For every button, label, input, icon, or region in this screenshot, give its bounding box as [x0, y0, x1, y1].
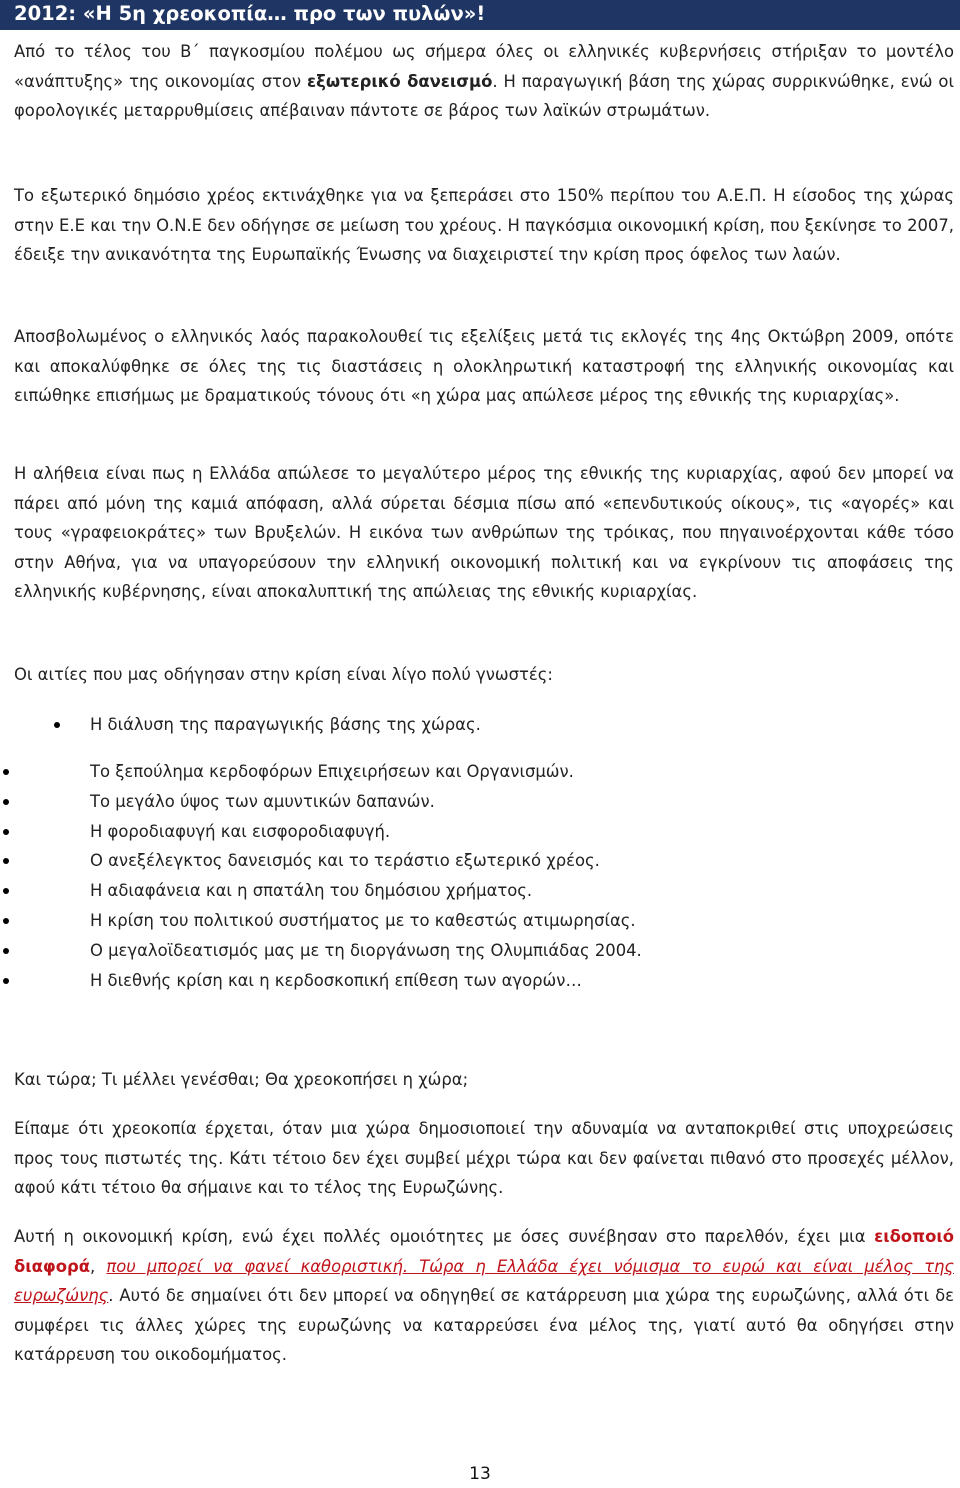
bullet-icon: [3, 888, 9, 894]
list-item: [0, 757, 960, 787]
list-item: [0, 787, 960, 817]
paragraph-1: [14, 37, 954, 126]
list-item: [0, 710, 960, 740]
list-item-text: Ο μεγαλοϊδεατισμός μας με τη διοργάνωση της Ολυμπιάδας 2004.: [90, 940, 642, 960]
list-item-text: Το μεγάλο ύψος των αμυντικών δαπανών.: [90, 791, 435, 811]
bullet-icon: [3, 769, 9, 775]
heading-bar: [0, 0, 960, 30]
list-item: [0, 906, 960, 936]
p1-bold: εξωτερικό δανεισμό: [307, 71, 493, 91]
list-item-text: Η κρίση του πολιτικού συστήματος με το καθεστώς ατιμωρησίας.: [90, 910, 636, 930]
p1-text-a: Από το τέλος του Β΄ παγκοσμίου πολέμου ως σήμερα όλες οι ελληνικές κυβερνήσεις στήριξαν το μοντέλο «ανάπτυξης» της οικονομίας στον: [14, 42, 954, 91]
bullet-icon: [54, 722, 60, 728]
paragraph-8: [14, 1222, 954, 1370]
bullet-icon: [3, 829, 9, 835]
p8-text-b: . Αυτό δε σημαίνει ότι δεν μπορεί να οδηγηθεί σε κατάρρευση μια χώρα της ευρωζώνης, αλλά ότι δε συμφέρει τις άλλες χώρες της ευρωζώνης να καταρρεύσει ένα μέλος της, γιατί αυτό θα οδηγήσει στην κατάρρευση του οικοδομήματος.: [14, 1286, 954, 1365]
bullet-icon: [3, 978, 9, 984]
p8-text-a: Αυτή η οικονομική κρίση, ενώ έχει πολλές ομοιότητες με όσες συνέβησαν στο παρελθόν, έχει μια: [14, 1227, 875, 1246]
bullet-icon: [3, 918, 9, 924]
list-item: [0, 817, 960, 847]
first-list: [0, 710, 960, 740]
list-item: [0, 846, 960, 876]
p8-underlined-link[interactable]: που μπορεί να φανεί καθοριστική. Τώρα η Ελλάδα έχει νόμισμα το ευρώ και είναι μέλος της ευρωζώνης: [14, 1256, 954, 1306]
list-item-text: Η αδιαφάνεια και η σπατάλη του δημόσιου χρήματος.: [90, 881, 533, 901]
list-item: [0, 966, 960, 996]
p1-text-b: . Η παραγωγική βάση της χώρας συρρικνώθηκε, ενώ οι φορολογικές μεταρρυθμίσεις απέβαιναν πάντοτε σε βάρος των λαϊκών στρωμάτων.: [14, 71, 954, 121]
p8-comma: ,: [89, 1256, 107, 1276]
paragraph-2: Το εξωτερικό δημόσιο χρέος εκτινάχθηκε για να ξεπεράσει στο 150% περίπου του Α.Ε.Π. Η είσοδος της χώρας στην Ε.Ε και την Ο.Ν.Ε δεν οδήγησε σε μείωση του χρέους. Η παγκόσμια οικονομική κρίση, που ξεκίνησε το 2007, έδειξε την ανικανότητα της Ευρωπαϊκής Ένωσης να διαχειριστεί την κρίση προς όφελος των λαών.: [14, 186, 954, 265]
list-item: [0, 876, 960, 906]
heading-title: 2012: «Η 5η χρεοκοπία… προ των πυλών»!: [14, 2, 486, 25]
bullet-icon: [3, 948, 9, 954]
list-item-text: Η διάλυση της παραγωγικής βάσης της χώρας.: [90, 715, 481, 734]
bullet-icon: [3, 858, 9, 864]
paragraph-7: Είπαμε ότι χρεοκοπία έρχεται, όταν μια χώρα δημοσιοποιεί την αδυναμία να ανταποκριθεί στις υποχρεώσεις προς τους πιστωτές της. Κάτι τέτοιο δεν έχει συμβεί μέχρι τώρα και δεν φαίνεται πιθανό στο προσεχές μέλλον, αφού κάτι τέτοιο θα σήμαινε και το τέλος της Ευρωζώνης.: [14, 1119, 954, 1198]
paragraph-5: Οι αιτίες που μας οδήγησαν στην κρίση είναι λίγο πολύ γνωστές:: [14, 665, 553, 684]
bullet-icon: [3, 799, 9, 805]
paragraph-4: Η αλήθεια είναι πως η Ελλάδα απώλεσε το μεγαλύτερο μέρος της εθνικής της κυριαρχίας, αφού δεν μπορεί να πάρει από μόνη της καμιά απόφαση, αλλά σύρεται δέσμια πίσω από «επενδυτικούς οίκους», τις «αγορές» και τους «γραφειοκράτες» των Βρυξελών. Η εικόνα των ανθρώπων της τρόικας, που πηγαινοέρχονται κάθε τόσο στην Αθήνα, για να υπαγορεύσουν την ελληνική οικονομική πολιτική και να εγκρίνουν τις αποφάσεις της ελληνικής κυβέρνησης, είναι αποκαλυπτική της απώλειας της εθνικής κυριαρχίας.: [14, 464, 954, 602]
list-item-text: Ο ανεξέλεγκτος δανεισμός και το τεράστιο εξωτερικό χρέος.: [90, 851, 600, 871]
list-item: [0, 936, 960, 966]
list-item-text: Η διεθνής κρίση και η κερδοσκοπική επίθεση των αγορών…: [90, 970, 582, 990]
p8-emphasis: ειδοποιό διαφορά: [14, 1227, 954, 1276]
list-item-text: Η φοροδιαφυγή και εισφοροδιαφυγή.: [90, 821, 391, 841]
paragraph-6: Και τώρα; Τι μέλλει γενέσθαι; Θα χρεοκοπήσει η χώρα;: [14, 1070, 469, 1089]
page-number: 13: [469, 1464, 491, 1484]
list-item-text: Το ξεπούλημα κερδοφόρων Επιχειρήσεων και Οργανισμών.: [90, 762, 574, 781]
paragraph-3: Αποσβολωμένος ο ελληνικός λαός παρακολουθεί τις εξελίξεις μετά τις εκλογές της 4ης Οκτώβρη 2009, οπότε και αποκαλύφθηκε σε όλες της τις διαστάσεις η ολοκληρωτική καταστροφή της ελληνικής οικονομίας και ειπώθηκε επισήμως με δραματικούς τόνους ότι «η χώρα μας απώλεσε μέρος της εθνικής της κυριαρχίας».: [14, 327, 954, 406]
causes-list: [0, 757, 960, 995]
